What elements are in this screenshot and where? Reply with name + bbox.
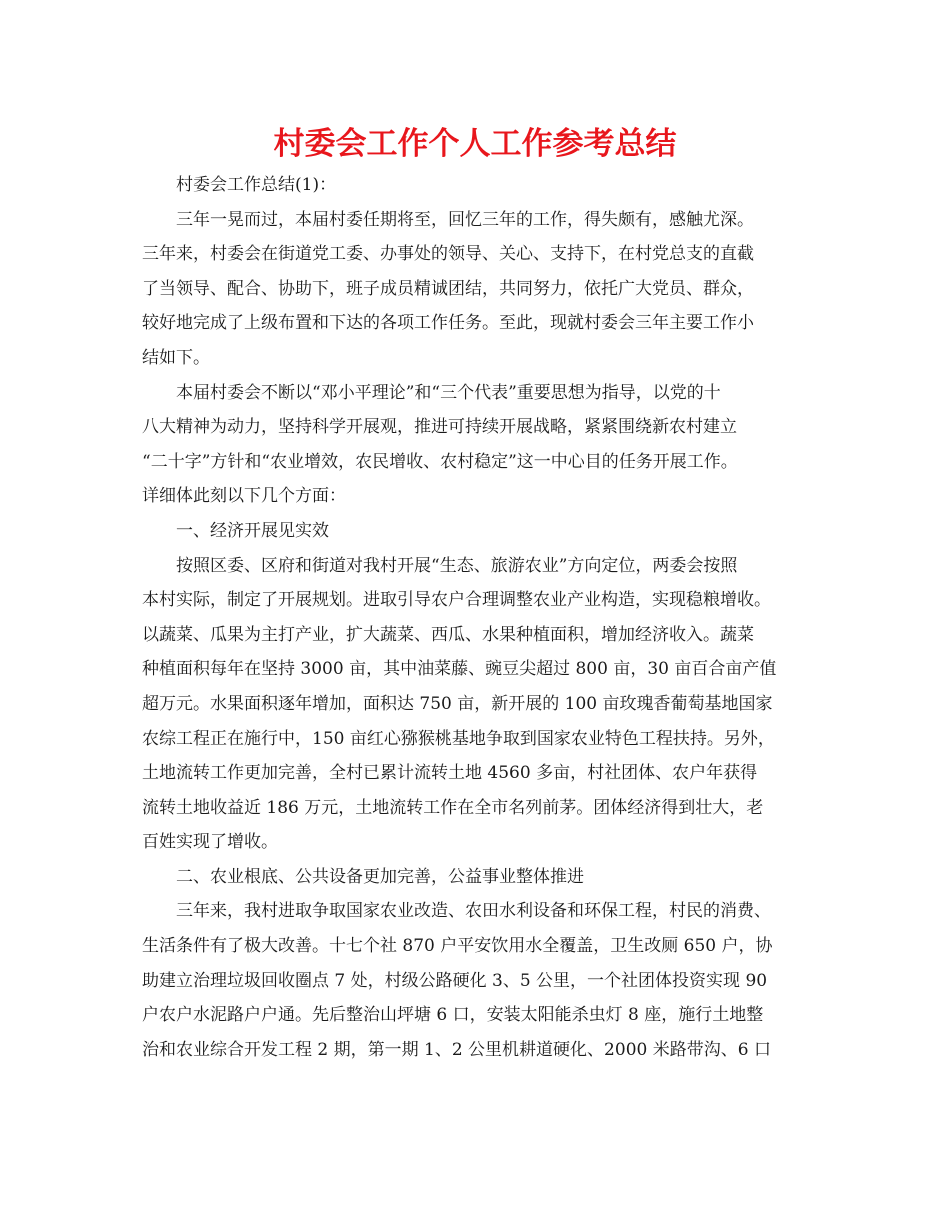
paragraph-line: 治和农业综合开发工程 2 期，第一期 1、2 公里机耕道硬化、2000 米路带沟、6 口: [142, 1039, 771, 1060]
paragraph-line: 三年来，我村进取争取国家农业改造、农田水利设备和环保工程，村民的消费、: [176, 901, 771, 922]
paragraph-line: 超万元。水果面积逐年增加，面积达 750 亩，新开展的 100 亩玫瑰香葡萄基地国家: [142, 693, 773, 714]
paragraph-line: 助建立治理垃圾回收圈点 7 处，村级公路硬化 3、5 公里，一个社团体投资实现 90: [142, 970, 768, 991]
paragraph-line: 详细体此刻以下几个方面：: [142, 486, 346, 507]
document-title: 村委会工作个人工作参考总结: [273, 126, 677, 162]
paragraph-line: 户农户水泥路户户通。先后整治山坪塘 6 口，安装太阳能杀虫灯 8 座，施行土地整: [142, 1005, 764, 1026]
paragraph-line: 三年来，村委会在街道党工委、办事处的领导、关心、支持下，在村党总支的直截: [142, 244, 754, 265]
paragraph-line: 种植面积每年在坚持 3000 亩，其中油菜藤、豌豆尖超过 800 亩，30 亩百合亩产值: [142, 659, 777, 680]
paragraph-line: 本村实际，制定了开展规划。进取引导农户合理调整农业产业构造，实现稳粮增收。: [142, 590, 771, 611]
paragraph-line: “二十字”方针和“农业增效，农民增收、农村稳定”这一中心目的任务开展工作。: [142, 451, 738, 472]
paragraph-line: 村委会工作总结(1)：: [176, 175, 337, 195]
paragraph-line: 按照区委、区府和街道对我村开展“生态、旅游农业”方向定位，两委会按照: [176, 555, 738, 576]
paragraph-line: 较好地完成了上级布置和下达的各项工作任务。至此，现就村委会三年主要工作小: [142, 313, 754, 334]
document-body: [142, 168, 814, 1067]
paragraph-line: 二、农业根底、公共设备更加完善，公益事业整体推进: [176, 866, 584, 887]
paragraph-line: 土地流转工作更加完善，全村已累计流转土地 4560 多亩，村社团体、农户年获得: [142, 763, 758, 784]
paragraph-line: 以蔬菜、瓜果为主打产业，扩大蔬菜、西瓜、水果种植面积，增加经济收入。蔬菜: [142, 624, 754, 645]
paragraph-line: 流转土地收益近 186 万元，土地流转工作在全市名列前茅。团体经济得到壮大，老: [142, 797, 764, 818]
paragraph-line: 了当领导、配合、协助下，班子成员精诚团结，共同努力，依托广大党员、群众，: [142, 278, 754, 299]
paragraph-line: 八大精神为动力，坚持科学开展观，推进可持续开展战略，紧紧围绕新农村建立: [142, 417, 737, 438]
paragraph-line: 结如下。: [142, 347, 210, 368]
paragraph-line: 一、经济开展见实效: [176, 520, 329, 541]
paragraph-line: 农综工程正在施行中，150 亩红心猕猴桃基地争取到国家农业特色工程扶持。另外，: [142, 728, 775, 749]
paragraph-line: 生活条件有了极大改善。十七个社 870 户平安饮用水全覆盖，卫生改厕 650 户，协: [142, 936, 773, 957]
paragraph-line: 三年一晃而过，本届村委任期将至，回忆三年的工作，得失颇有，感触尤深。: [176, 209, 754, 230]
paragraph-line: 本届村委会不断以“邓小平理论”和“三个代表”重要思想为指导，以党的十: [176, 382, 721, 403]
paragraph-line: 百姓实现了增收。: [142, 832, 278, 853]
